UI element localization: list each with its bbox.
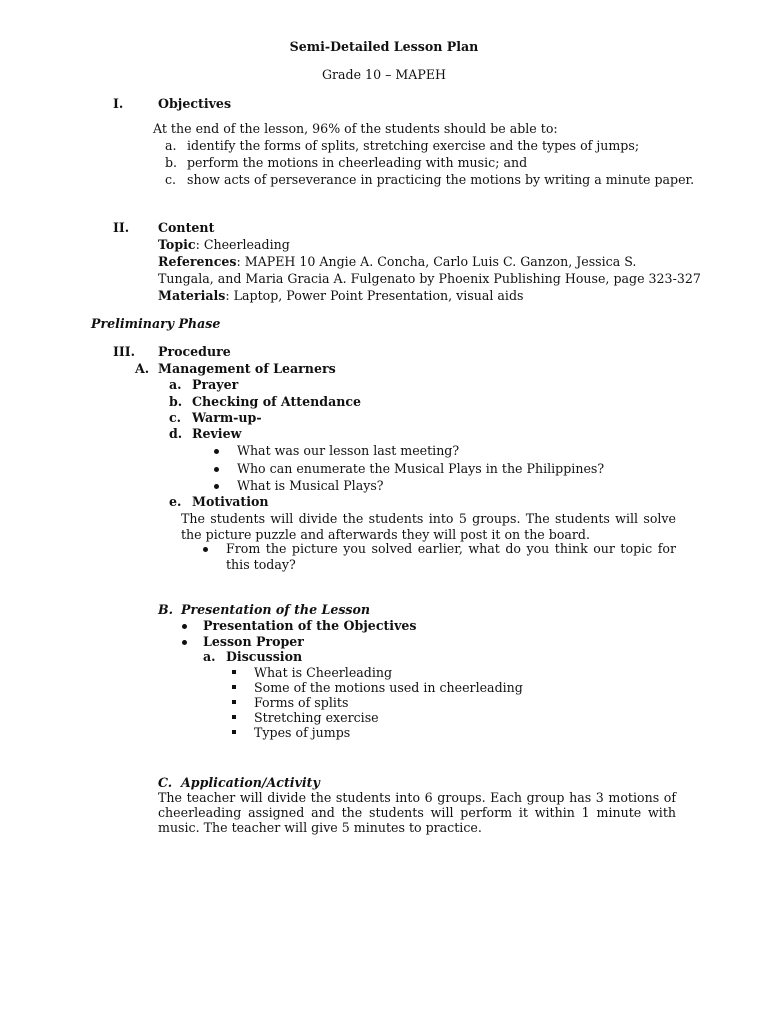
objective-marker: b. <box>165 155 178 170</box>
references-continuation: Tungala, and Maria Gracia A. Fulgenato by Phoenix Publishing House, page 323-327 <box>158 271 701 286</box>
content-materials <box>158 288 523 304</box>
topic-value: : Cheerleading <box>195 237 290 252</box>
subsection-marker: C. <box>158 775 173 790</box>
bullet-icon <box>182 624 187 629</box>
management-item: Prayer <box>192 377 239 392</box>
management-heading: Management of Learners <box>158 361 336 376</box>
section-numeral-content: II. <box>113 220 130 235</box>
square-bullet-icon <box>232 730 236 734</box>
square-bullet-icon <box>232 670 236 674</box>
objective-item: identify the forms of splits, stretching exercise and the types of jumps; <box>187 138 640 153</box>
objective-marker: c. <box>165 172 177 187</box>
management-item: Review <box>192 426 242 441</box>
presentation-heading: Presentation of the Lesson <box>181 602 371 617</box>
application-heading: Application/Activity <box>181 775 320 790</box>
bullet-icon <box>182 640 187 645</box>
content-references <box>158 254 636 270</box>
subsection-marker: B. <box>158 602 174 617</box>
discussion-marker: a. <box>203 649 216 664</box>
section-heading-content: Content <box>158 220 215 235</box>
materials-label: Materials <box>158 288 226 303</box>
objectives-intro: At the end of the lesson, 96% of the students should be able to: <box>153 121 558 136</box>
section-numeral-procedure: III. <box>113 344 136 359</box>
presentation-item: Presentation of the Objectives <box>203 618 417 633</box>
bullet-icon <box>214 484 219 489</box>
motivation-question: From the picture you solved earlier, what do you think our topic for this today? <box>226 541 676 573</box>
materials-value: : Laptop, Power Point Presentation, visual aids <box>225 288 524 303</box>
section-heading-procedure: Procedure <box>158 344 231 359</box>
content-topic <box>158 237 290 253</box>
document-title: Semi-Detailed Lesson Plan <box>289 39 479 54</box>
discussion-item: Types of jumps <box>254 725 351 740</box>
objective-item: show acts of perseverance in practicing the motions by writing a minute paper. <box>187 172 695 187</box>
section-heading-objectives: Objectives <box>158 96 232 111</box>
management-item: Checking of Attendance <box>192 394 362 409</box>
subsection-marker: A. <box>135 361 150 376</box>
management-marker: a. <box>169 377 182 392</box>
square-bullet-icon <box>232 700 236 704</box>
square-bullet-icon <box>232 715 236 719</box>
topic-label: Topic <box>158 237 196 252</box>
discussion-item: Forms of splits <box>254 695 349 710</box>
application-paragraph: The teacher will divide the students into 6 groups. Each group has 3 motions of cheerleading assigned and the students will perform it within 1 minute with music. The teacher will give 5 minutes to practice. <box>158 790 676 835</box>
review-question: Who can enumerate the Musical Plays in the Philippines? <box>237 461 605 476</box>
objective-item: perform the motions in cheerleading with music; and <box>187 155 528 170</box>
review-question: What was our lesson last meeting? <box>237 443 460 458</box>
document-subtitle: Grade 10 – MAPEH <box>321 67 447 82</box>
references-label: References <box>158 254 237 269</box>
objective-marker: a. <box>165 138 177 153</box>
motivation-marker: e. <box>169 494 182 509</box>
phase-heading: Preliminary Phase <box>91 316 221 331</box>
motivation-heading: Motivation <box>192 494 269 509</box>
management-item: Warm-up- <box>192 410 262 425</box>
management-marker: c. <box>169 410 182 425</box>
management-marker: d. <box>169 426 183 441</box>
references-value: : MAPEH 10 Angie A. Concha, Carlo Luis C. Ganzon, Jessica S. <box>236 254 637 269</box>
discussion-item: Some of the motions used in cheerleading <box>254 680 523 695</box>
square-bullet-icon <box>232 685 236 689</box>
discussion-heading: Discussion <box>226 649 303 664</box>
bullet-icon <box>214 449 219 454</box>
discussion-item: Stretching exercise <box>254 710 379 725</box>
discussion-item: What is Cheerleading <box>254 665 393 680</box>
motivation-paragraph: The students will divide the students into 5 groups. The students will solve the picture puzzle and afterwards they will post it on the board. <box>181 511 676 543</box>
bullet-icon <box>214 467 219 472</box>
management-marker: b. <box>169 394 183 409</box>
review-question: What is Musical Plays? <box>237 478 384 493</box>
section-numeral-objectives: I. <box>113 96 124 111</box>
presentation-item: Lesson Proper <box>203 634 304 649</box>
bullet-icon <box>203 547 208 552</box>
